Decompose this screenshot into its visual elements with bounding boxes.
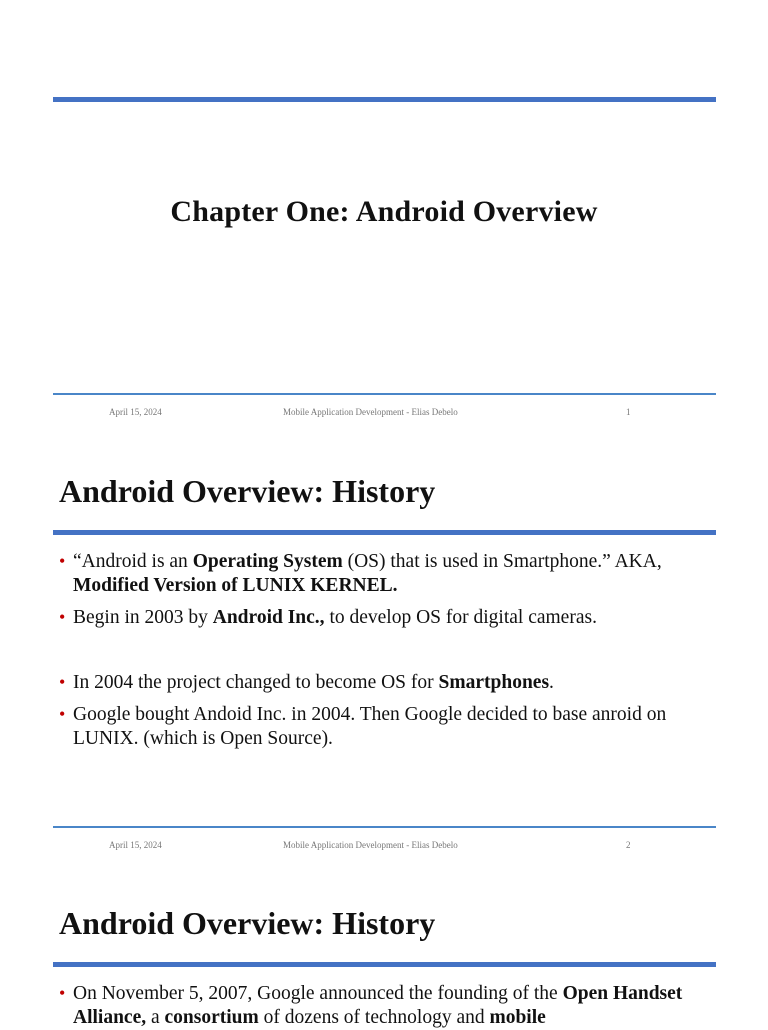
footer-course: Mobile Application Development - Elias Debelo [283, 407, 458, 417]
bullet-bold: Open Handset Alliance, [73, 983, 683, 1028]
bullet-bold: Smartphones [438, 672, 550, 693]
slide-title: Android Overview: History [59, 473, 436, 509]
footer-date: April 15, 2024 [109, 407, 162, 417]
footer-course: Mobile Application Development - Elias Debelo [283, 840, 458, 850]
bullet-icon: • [59, 983, 66, 1003]
bullet-text: On November 5, 2007, Google announced the founding of the [73, 983, 563, 1004]
footer-date: April 15, 2024 [109, 840, 162, 850]
bullet-text: Begin in 2003 by [73, 607, 213, 628]
bullet-text: In 2004 the project changed to become OS for [73, 672, 439, 693]
list-item [59, 982, 709, 1030]
bullet-bold: Android Inc., [212, 607, 325, 628]
slide-title: Android Overview: History [59, 905, 436, 941]
bullet-icon: • [59, 607, 66, 627]
bullet-text: to develop OS for digital cameras. [324, 607, 597, 628]
cover-title: Chapter One: Android Overview [170, 195, 598, 228]
footer-page-number: 2 [626, 840, 631, 850]
bullet-icon: • [59, 704, 66, 724]
title-rule [53, 962, 716, 967]
bullet-text: Google bought Andoid Inc. in 2004. Then Google decided to base anroid on LUNIX. (which is Open Source). [73, 704, 667, 749]
bullet-bold: mobile [489, 1007, 546, 1028]
bullet-list [59, 982, 709, 1030]
bullet-icon: • [59, 551, 66, 571]
bullet-text: (OS) that is used in Smartphone.” AKA, [342, 551, 662, 572]
bullet-text: of dozens of technology and [258, 1007, 490, 1028]
bullet-text: “Android is an [73, 551, 193, 572]
bullet-icon: • [59, 672, 66, 692]
bullet-bold: consortium [164, 1007, 259, 1028]
footer-page-number: 1 [626, 407, 631, 417]
bullet-text: a [146, 1007, 165, 1028]
bullet-bold: Operating System [192, 551, 343, 572]
bullet-bold: Modified Version of LUNIX KERNEL. [73, 575, 398, 596]
bullet-text: . [549, 672, 554, 693]
